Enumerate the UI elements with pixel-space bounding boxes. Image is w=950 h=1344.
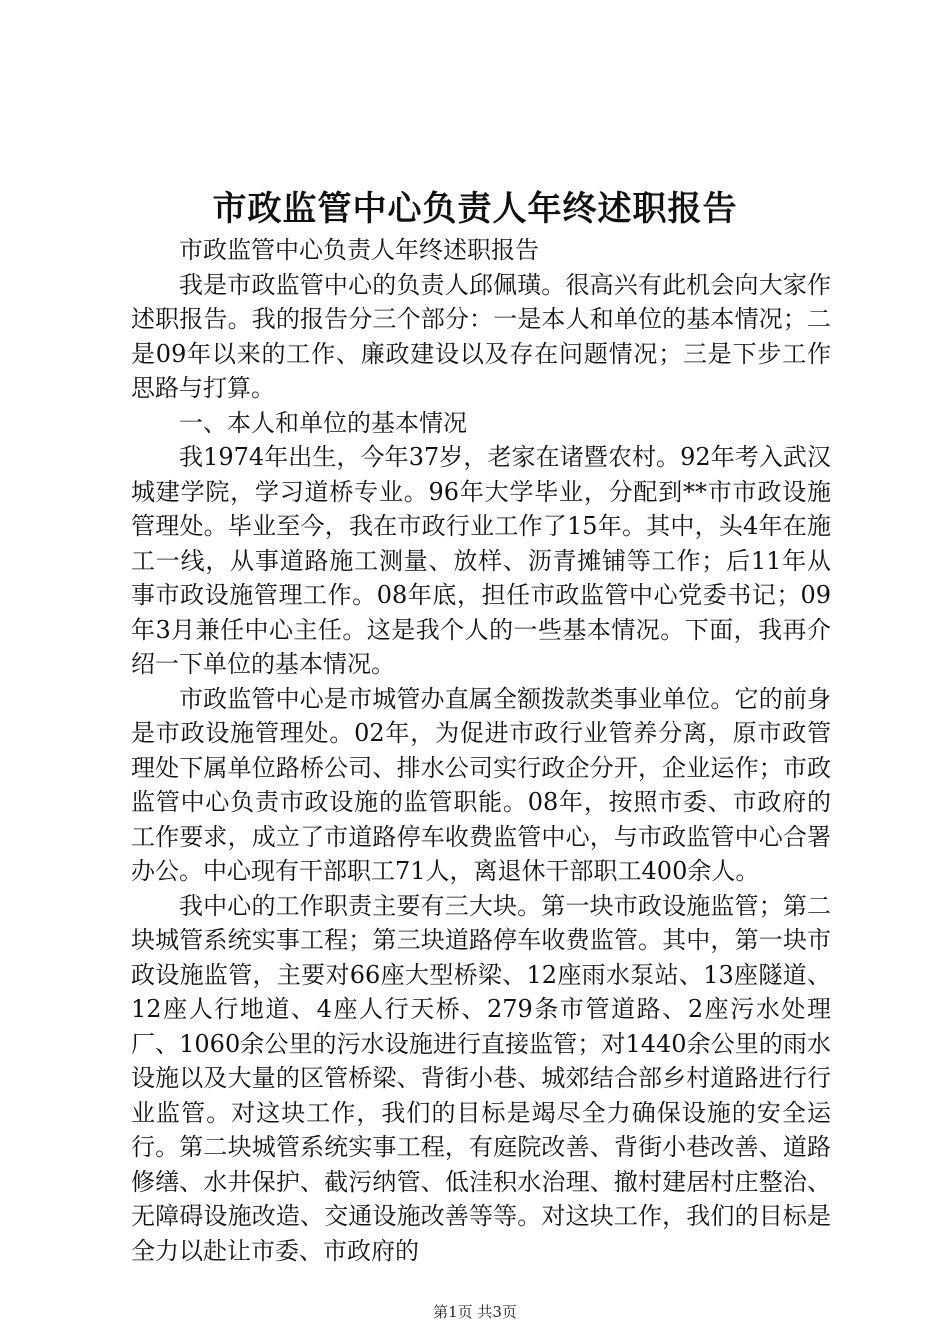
body-paragraph: 市政监管中心是市城管办直属全额拨款类事业单位。它的前身是市政设施管理处。02年，为促进市政行业管养分离，原市政管理处下属单位路桥公司、排水公司实行政企分开，企业运作；市政监管中心负责市政设施的监管职能。08年，按照市委、市政府的工作要求，成立了市道路停车收费监管中心，与市政监管中心合署办公。中心现有干部职工71人，离退休干部职工400余人。 — [131, 684, 831, 885]
page-number-footer: 第1页 共3页 — [433, 1303, 517, 1321]
document-title: 市政监管中心负责人年终述职报告 — [212, 189, 738, 229]
document-body — [131, 233, 831, 1268]
body-paragraph: 我1974年出生，今年37岁，老家在诸暨农村。92年考入武汉城建学院，学习道桥专业。96年大学毕业，分配到**市市政设施管理处。毕业至今，我在市政行业工作了15年。其中，头4年在施工一线，从事道路施工测量、放样、沥青摊铺等工作；后11年从事市政设施管理工作。08年底，担任市政监管中心党委书记；09年3月兼任中心主任。这是我个人的一些基本情况。下面，我再介绍一下单位的基本情况。 — [131, 443, 831, 678]
body-paragraph: 我是市政监管中心的负责人邱佩璜。很高兴有此机会向大家作述职报告。我的报告分三个部分：一是本人和单位的基本情况；二是09年以来的工作、廉政建设以及存在问题情况；三是下步工作思路与打算。 — [131, 270, 831, 402]
body-paragraph: 我中心的工作职责主要有三大块。第一块市政设施监管；第二块城管系统实事工程；第三块道路停车收费监管。其中，第一块市政设施监管，主要对66座大型桥梁、12座雨水泵站、13座隧道、12座人行地道、4座人行天桥、279条市管道路、2座污水处理厂、1060余公里的污水设施进行直接监管；对1440余公里的雨水设施以及大量的区管桥梁、背街小巷、城郊结合部乡村道路进行行业监管。对这块工作，我们的目标是竭尽全力确保设施的安全运行。第二块城管系统实事工程，有庭院改善、背街小巷改善、道路修缮、水井保护、截污纳管、低洼积水治理、撤村建居村庄整治、无障碍设施改造、交通设施改善等等。对这块工作，我们的目标是全力以赴让市委、市政府的 — [131, 891, 831, 1265]
section-heading: 一、本人和单位的基本情况 — [179, 408, 467, 437]
body-paragraph: 市政监管中心负责人年终述职报告 — [179, 236, 539, 264]
